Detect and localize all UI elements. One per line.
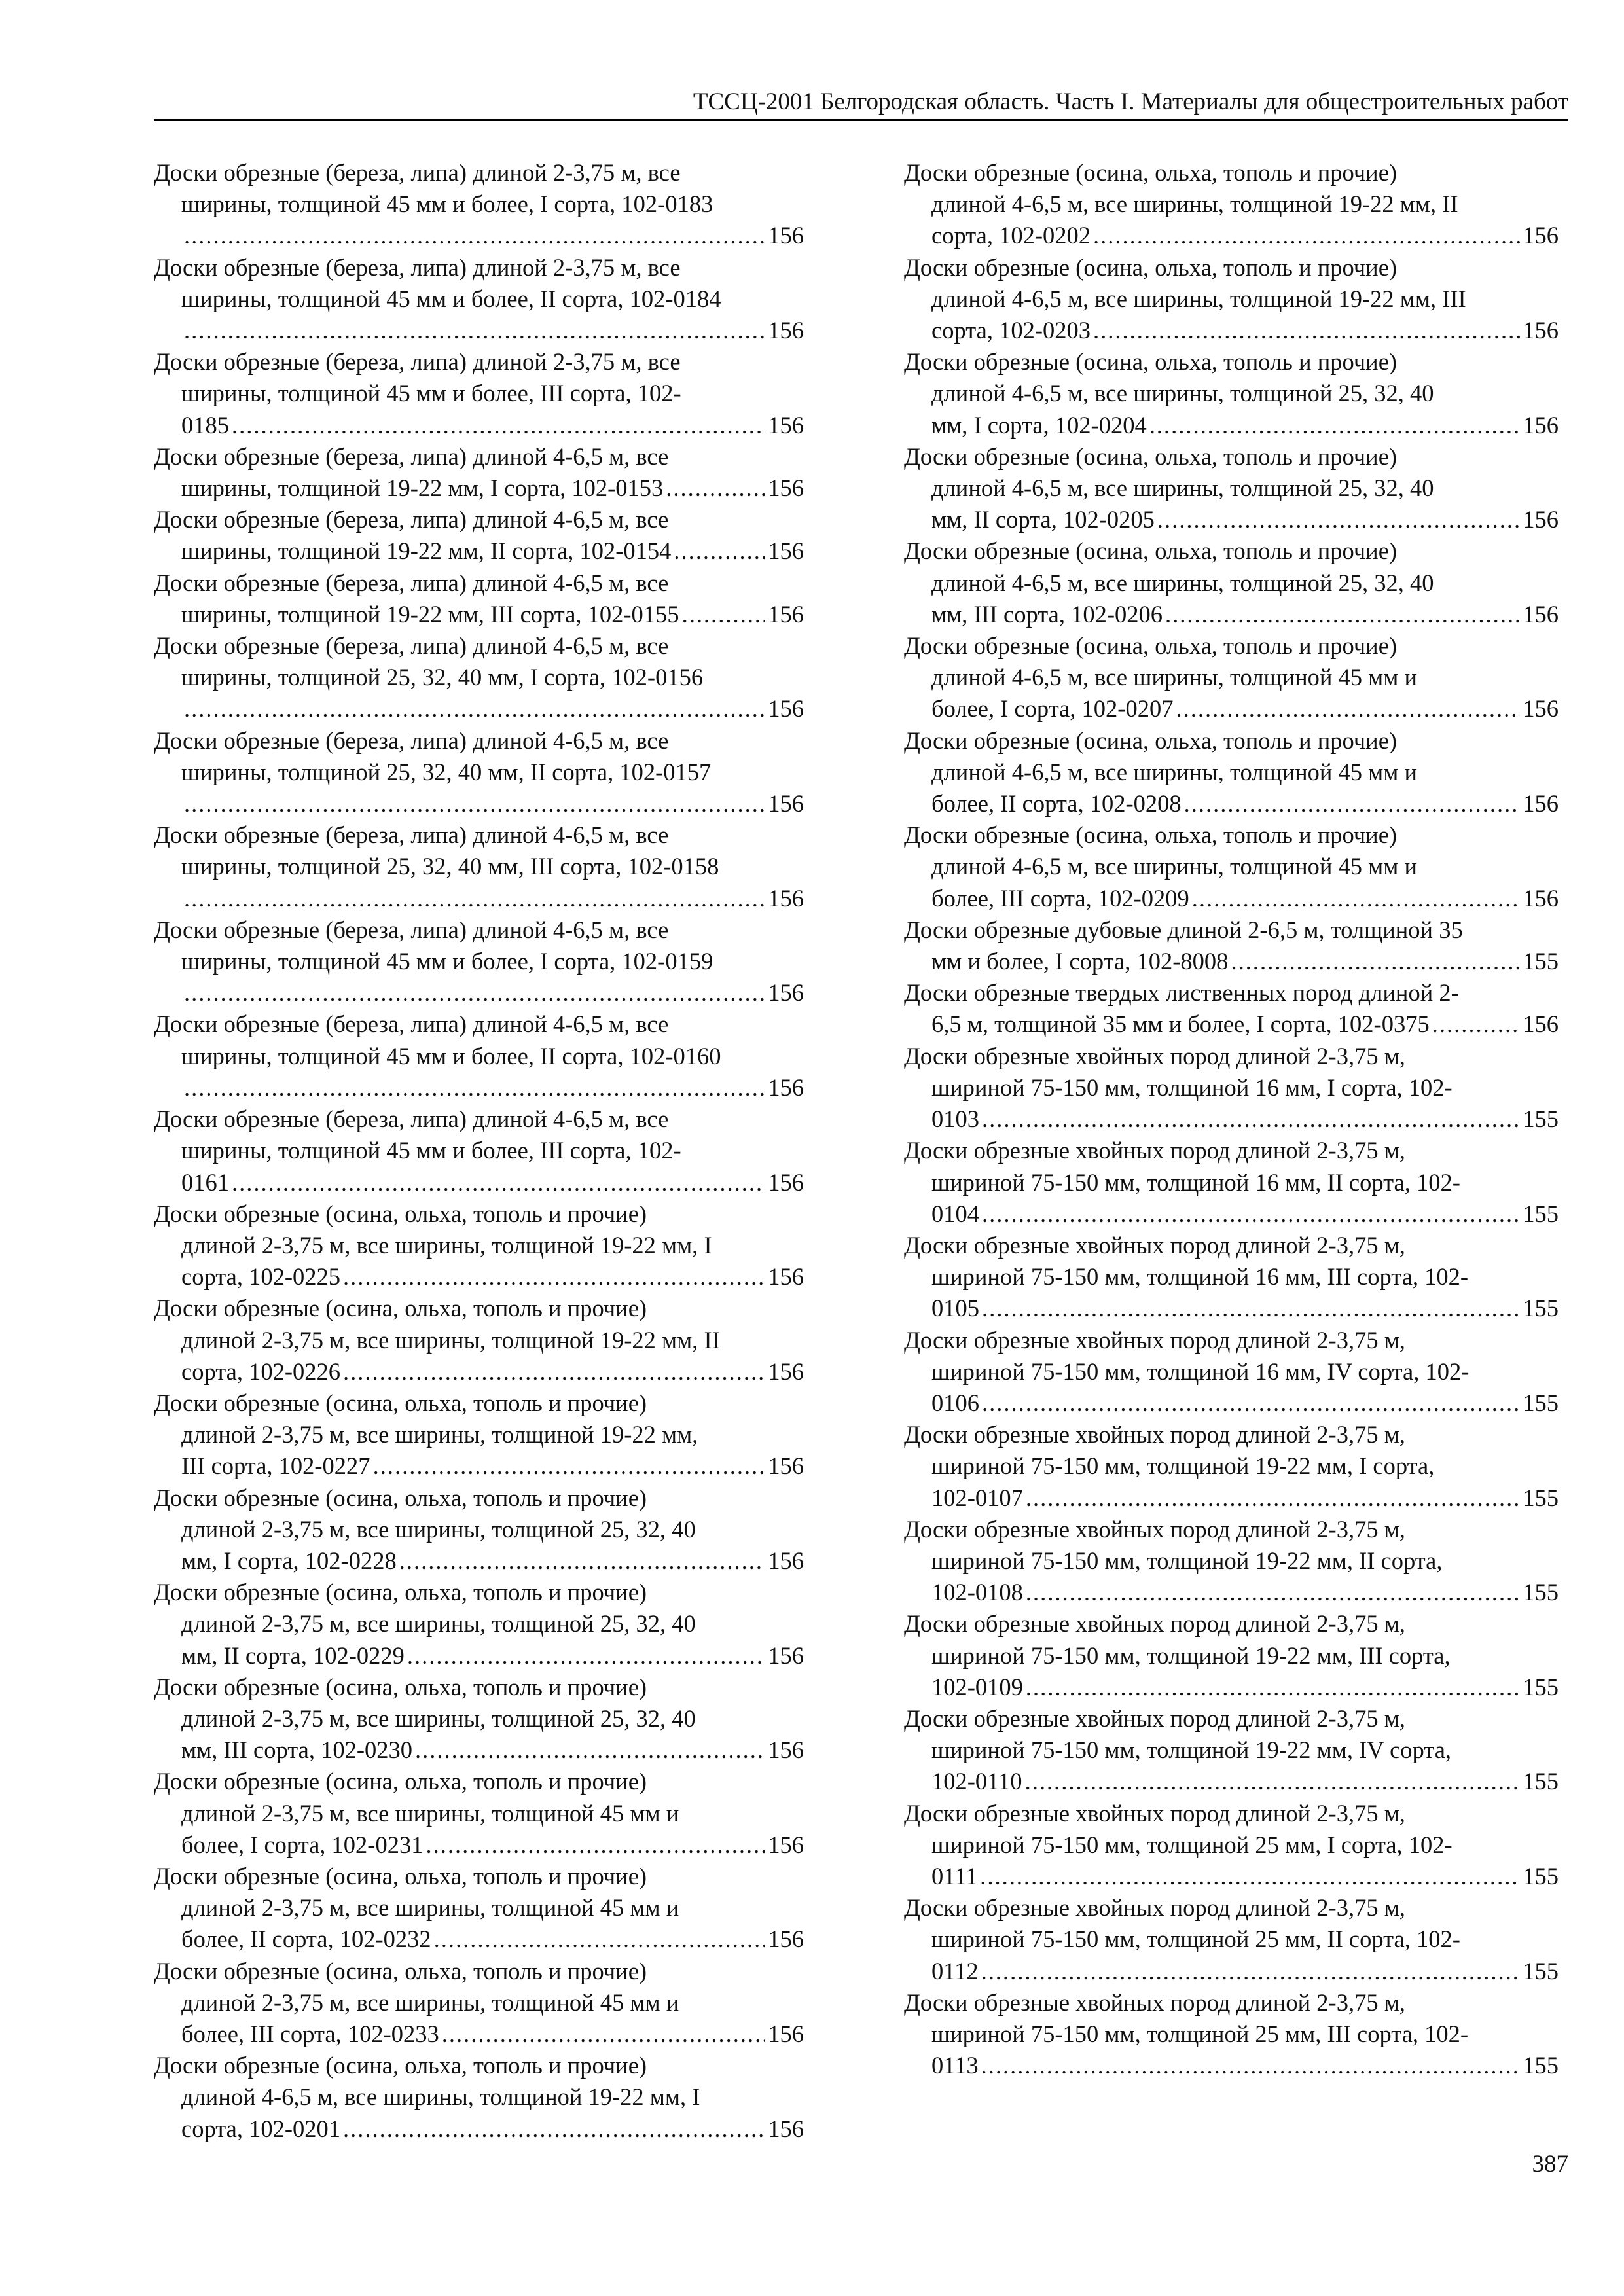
index-entry bbox=[904, 1703, 1559, 1798]
entry-text-line: Доски обрезные (осина, ольха, тополь и прочие) bbox=[154, 1957, 647, 1984]
entry-text-line: ширины, толщиной 45 мм и более, III сорта, 102- bbox=[181, 380, 681, 407]
dot-leader bbox=[982, 1388, 1520, 1419]
entry-text-line: Доски обрезные хвойных пород длиной 2-3,75 м, bbox=[904, 1894, 1405, 1922]
entry-text-line: длиной 4-6,5 м, все ширины, толщиной 45 мм и bbox=[931, 758, 1417, 785]
entry-page-ref: 155 bbox=[1523, 1105, 1559, 1133]
entry-text-line: шириной 75-150 мм, толщиной 16 мм, I сорта, 102- bbox=[931, 1073, 1453, 1101]
entry-text-line: длиной 4-6,5 м, все ширины, толщиной 19-22 мм, III bbox=[931, 285, 1466, 312]
index-entry bbox=[904, 914, 1559, 977]
dot-leader bbox=[1025, 1766, 1521, 1797]
dot-leader bbox=[982, 1198, 1520, 1230]
index-entry bbox=[154, 1482, 804, 1577]
dot-leader bbox=[1157, 504, 1520, 535]
entry-text-line: Доски обрезные хвойных пород длиной 2-3,75 м, bbox=[904, 1137, 1405, 1164]
entry-text-line: более, III сорта, 102-0233 bbox=[181, 2020, 439, 2047]
dot-leader bbox=[415, 1734, 765, 1766]
entry-text-line: Доски обрезные (осина, ольха, тополь и прочие) bbox=[904, 537, 1398, 565]
entry-text-line: ширины, толщиной 25, 32, 40 мм, III сорта, 102-0158 bbox=[181, 853, 719, 880]
index-entry bbox=[154, 441, 804, 504]
index-entry bbox=[904, 977, 1559, 1040]
entry-page-ref: 156 bbox=[768, 1073, 804, 1101]
entry-text-line: длиной 2-3,75 м, все ширины, толщиной 45 мм и bbox=[181, 1988, 679, 2016]
index-entry bbox=[904, 1325, 1559, 1420]
index-entry bbox=[904, 1041, 1559, 1136]
entry-text-line: ширины, толщиной 45 мм и более, II сорта, 102-0184 bbox=[181, 285, 721, 312]
entry-text-line: шириной 75-150 мм, толщиной 16 мм, II сорта, 102- bbox=[931, 1168, 1460, 1196]
entry-page-ref: 156 bbox=[768, 884, 804, 912]
entry-text-line: длиной 2-3,75 м, все ширины, толщиной 25, 32, 40 bbox=[181, 1610, 696, 1638]
entry-text-line: мм, II сорта, 102-0205 bbox=[931, 506, 1155, 533]
entry-text-line: Доски обрезные (осина, ольха, тополь и прочие) bbox=[904, 632, 1398, 660]
entry-page-ref: 155 bbox=[1523, 1484, 1559, 1511]
entry-text-line: 0111 bbox=[931, 1862, 978, 1890]
entry-text-line: более, II сорта, 102-0208 bbox=[931, 790, 1182, 817]
entry-text-line: сорта, 102-0203 bbox=[931, 317, 1091, 344]
entry-text-line: Доски обрезные (осина, ольха, тополь и прочие) bbox=[904, 821, 1398, 849]
index-entry bbox=[904, 1514, 1559, 1609]
entry-page-ref: 156 bbox=[768, 1168, 804, 1196]
entry-text-line: Доски обрезные (осина, ольха, тополь и прочие) bbox=[154, 1673, 647, 1700]
entry-text-line: Доски обрезные (осина, ольха, тополь и прочие) bbox=[154, 1862, 647, 1890]
entry-page-ref: 155 bbox=[1523, 1579, 1559, 1606]
dot-leader bbox=[1149, 410, 1521, 441]
entry-text-line: 0105 bbox=[931, 1295, 979, 1322]
index-entry bbox=[904, 630, 1559, 725]
index-entry bbox=[154, 725, 804, 820]
entry-text-line: 0161 bbox=[181, 1168, 229, 1196]
entry-text-line: мм, III сорта, 102-0206 bbox=[931, 600, 1163, 628]
index-entry bbox=[154, 1293, 804, 1388]
entry-page-ref: 156 bbox=[1523, 695, 1559, 723]
entry-text-line: ширины, толщиной 19-22 мм, I сорта, 102-0153 bbox=[181, 475, 664, 502]
entry-text-line: Доски обрезные (береза, липа) длиной 2-3,75 м, все bbox=[154, 159, 681, 186]
index-entry bbox=[154, 1009, 804, 1103]
index-entry bbox=[154, 819, 804, 914]
entry-text-line: Доски обрезные (осина, ольха, тополь и прочие) bbox=[904, 442, 1398, 470]
entry-text-line: длиной 2-3,75 м, все ширины, толщиной 19-22 мм, II bbox=[181, 1326, 720, 1354]
dot-leader bbox=[184, 883, 765, 914]
dot-leader bbox=[184, 788, 765, 819]
dot-leader bbox=[1026, 1482, 1520, 1514]
entry-text-line: Доски обрезные хвойных пород длиной 2-3,75 м, bbox=[904, 1326, 1405, 1354]
entry-text-line: ширины, толщиной 25, 32, 40 мм, II сорта, 102-0157 bbox=[181, 758, 712, 785]
entry-text-line: Доски обрезные дубовые длиной 2-6,5 м, толщиной 35 bbox=[904, 916, 1463, 943]
entry-text-line: Доски обрезные (осина, ольха, тополь и прочие) bbox=[904, 159, 1398, 186]
entry-text-line: ширины, толщиной 45 мм и более, I сорта, 102-0159 bbox=[181, 948, 713, 975]
entry-text-line: длиной 4-6,5 м, все ширины, толщиной 25, 32, 40 bbox=[931, 569, 1434, 596]
dot-leader bbox=[982, 1103, 1520, 1135]
entry-text-line: Доски обрезные (осина, ольха, тополь и прочие) bbox=[904, 253, 1398, 281]
index-entry bbox=[154, 630, 804, 725]
index-entry bbox=[904, 1419, 1559, 1514]
entry-text-line: Доски обрезные (осина, ольха, тополь и прочие) bbox=[154, 1579, 647, 1606]
index-entry bbox=[154, 914, 804, 1009]
index-entry bbox=[154, 1198, 804, 1293]
dot-leader bbox=[1026, 1672, 1520, 1703]
dot-leader bbox=[682, 599, 766, 630]
entry-text-line: длиной 2-3,75 м, все ширины, толщиной 25, 32, 40 bbox=[181, 1704, 696, 1732]
index-entry bbox=[904, 346, 1559, 441]
entry-text-line: Доски обрезные (осина, ольха, тополь и прочие) bbox=[904, 726, 1398, 754]
entry-text-line: мм, I сорта, 102-0204 bbox=[931, 411, 1147, 439]
entry-text-line: более, III сорта, 102-0209 bbox=[931, 884, 1189, 912]
entry-text-line: Доски обрезные (осина, ольха, тополь и прочие) bbox=[154, 1768, 647, 1795]
dot-leader bbox=[425, 1829, 765, 1861]
index-entry bbox=[154, 1577, 804, 1672]
entry-page-ref: 156 bbox=[768, 1641, 804, 1669]
entry-text-line: длиной 4-6,5 м, все ширины, толщиной 19-22 мм, II bbox=[931, 190, 1458, 218]
entry-text-line: 6,5 м, толщиной 35 мм и более, I сорта, 102-0375 bbox=[931, 1011, 1430, 1038]
entry-text-line: мм и более, I сорта, 102-8008 bbox=[931, 948, 1229, 975]
entry-text-line: шириной 75-150 мм, толщиной 19-22 мм, II сорта, bbox=[931, 1547, 1443, 1574]
dot-leader bbox=[184, 693, 765, 725]
entry-page-ref: 156 bbox=[768, 1831, 804, 1858]
entry-page-ref: 156 bbox=[768, 1452, 804, 1480]
entry-text-line: 0106 bbox=[931, 1389, 979, 1416]
dot-leader bbox=[434, 1924, 766, 1955]
index-entry bbox=[154, 1388, 804, 1482]
dot-leader bbox=[232, 1167, 765, 1198]
entry-page-ref: 156 bbox=[1523, 600, 1559, 628]
entry-text-line: Доски обрезные (береза, липа) длиной 4-6,5 м, все bbox=[154, 506, 669, 533]
entry-text-line: ширины, толщиной 45 мм и более, III сорта, 102- bbox=[181, 1137, 681, 1164]
entry-text-line: Доски обрезные твердых лиственных пород длиной 2- bbox=[904, 979, 1459, 1007]
entry-text-line: длиной 2-3,75 м, все ширины, толщиной 45 мм и bbox=[181, 1799, 679, 1827]
entry-text-line: длиной 4-6,5 м, все ширины, толщиной 45 мм и bbox=[931, 664, 1417, 691]
index-entry bbox=[904, 252, 1559, 347]
dot-leader bbox=[343, 1261, 765, 1293]
entry-page-ref: 156 bbox=[768, 1926, 804, 1953]
dot-leader bbox=[1184, 788, 1521, 819]
page-number: 387 bbox=[1532, 2151, 1568, 2178]
entry-text-line: Доски обрезные (береза, липа) длиной 4-6,5 м, все bbox=[154, 442, 669, 470]
header-title: ТССЦ-2001 Белгородская область. Часть I. Материалы для общестроительных работ bbox=[693, 88, 1568, 115]
entry-text-line: ширины, толщиной 45 мм и более, I сорта, 102-0183 bbox=[181, 190, 713, 218]
entry-page-ref: 156 bbox=[1523, 411, 1559, 439]
entry-page-ref: 155 bbox=[1523, 1295, 1559, 1322]
entry-page-ref: 156 bbox=[768, 537, 804, 565]
entry-page-ref: 155 bbox=[1523, 1200, 1559, 1227]
entry-text-line: шириной 75-150 мм, толщиной 25 мм, II сорта, 102- bbox=[931, 1926, 1460, 1953]
dot-leader bbox=[1176, 693, 1520, 725]
entry-page-ref: 156 bbox=[1523, 222, 1559, 249]
entry-text-line: более, II сорта, 102-0232 bbox=[181, 1926, 431, 1953]
entry-text-line: III сорта, 102-0227 bbox=[181, 1452, 370, 1480]
entry-text-line: 102-0109 bbox=[931, 1673, 1023, 1700]
entry-page-ref: 156 bbox=[1523, 884, 1559, 912]
entry-text-line: длиной 4-6,5 м, все ширины, толщиной 25, 32, 40 bbox=[931, 380, 1434, 407]
entry-page-ref: 156 bbox=[768, 600, 804, 628]
entry-page-ref: 156 bbox=[768, 695, 804, 723]
entry-page-ref: 155 bbox=[1523, 1389, 1559, 1416]
entry-page-ref: 156 bbox=[768, 222, 804, 249]
entry-text-line: шириной 75-150 мм, толщиной 25 мм, I сорта, 102- bbox=[931, 1831, 1453, 1858]
entry-text-line: 102-0110 bbox=[931, 1768, 1022, 1795]
dot-leader bbox=[1093, 315, 1520, 346]
entry-text-line: мм, III сорта, 102-0230 bbox=[181, 1736, 413, 1764]
dot-leader bbox=[373, 1450, 766, 1482]
entry-text-line: Доски обрезные хвойных пород длиной 2-3,75 м, bbox=[904, 1988, 1405, 2016]
entry-page-ref: 156 bbox=[1523, 790, 1559, 817]
entry-text-line: 0185 bbox=[181, 411, 229, 439]
index-entry bbox=[154, 1956, 804, 2051]
index-entry bbox=[904, 819, 1559, 914]
dot-leader bbox=[343, 2113, 765, 2145]
entry-page-ref: 155 bbox=[1523, 948, 1559, 975]
entry-page-ref: 156 bbox=[1523, 1011, 1559, 1038]
index-entry bbox=[154, 1766, 804, 1861]
entry-page-ref: 156 bbox=[768, 1357, 804, 1385]
dot-leader bbox=[674, 535, 765, 567]
index-column-left bbox=[154, 157, 804, 2145]
dot-leader bbox=[1165, 599, 1520, 630]
dot-leader bbox=[442, 2018, 765, 2050]
dot-leader bbox=[343, 1356, 765, 1388]
entry-text-line: 0104 bbox=[931, 1200, 979, 1227]
entry-text-line: Доски обрезные (осина, ольха, тополь и прочие) bbox=[154, 1484, 647, 1511]
entry-page-ref: 156 bbox=[768, 411, 804, 439]
entry-text-line: Доски обрезные (осина, ольха, тополь и прочие) bbox=[154, 1295, 647, 1322]
index-entry bbox=[904, 1987, 1559, 2082]
dot-leader bbox=[980, 1861, 1520, 1892]
entry-text-line: Доски обрезные хвойных пород длиной 2-3,75 м, bbox=[904, 1610, 1405, 1638]
dot-leader bbox=[982, 1293, 1520, 1324]
index-column-right bbox=[904, 157, 1559, 2081]
dot-leader bbox=[666, 473, 765, 504]
index-entry bbox=[154, 1861, 804, 1956]
entry-text-line: 0113 bbox=[931, 2052, 979, 2079]
dot-leader bbox=[1093, 220, 1520, 251]
index-entry bbox=[904, 1892, 1559, 1987]
entry-text-line: шириной 75-150 мм, толщиной 19-22 мм, III сорта, bbox=[931, 1641, 1451, 1669]
index-entry bbox=[154, 2050, 804, 2145]
dot-leader bbox=[399, 1545, 766, 1577]
entry-text-line: Доски обрезные (береза, липа) длиной 4-6,5 м, все bbox=[154, 1011, 669, 1038]
entry-page-ref: 156 bbox=[768, 979, 804, 1007]
entry-text-line: Доски обрезные (береза, липа) длиной 2-3,75 м, все bbox=[154, 253, 681, 281]
entry-text-line: длиной 4-6,5 м, все ширины, толщиной 19-22 мм, I bbox=[181, 2083, 700, 2111]
entry-text-line: ширины, толщиной 19-22 мм, III сорта, 102-0155 bbox=[181, 600, 679, 628]
entry-text-line: Доски обрезные хвойных пород длиной 2-3,75 м, bbox=[904, 1042, 1405, 1069]
entry-page-ref: 155 bbox=[1523, 2052, 1559, 2079]
entry-page-ref: 156 bbox=[1523, 506, 1559, 533]
entry-page-ref: 155 bbox=[1523, 1862, 1559, 1890]
dot-leader bbox=[1432, 1009, 1521, 1040]
dot-leader bbox=[184, 977, 765, 1009]
entry-text-line: сорта, 102-0225 bbox=[181, 1263, 340, 1291]
entry-text-line: длиной 2-3,75 м, все ширины, толщиной 19-22 мм, bbox=[181, 1421, 698, 1448]
entry-page-ref: 155 bbox=[1523, 1768, 1559, 1795]
entry-text-line: сорта, 102-0226 bbox=[181, 1357, 340, 1385]
dot-leader bbox=[184, 1072, 765, 1103]
entry-page-ref: 156 bbox=[768, 475, 804, 502]
entry-page-ref: 156 bbox=[768, 317, 804, 344]
entry-page-ref: 156 bbox=[768, 1547, 804, 1574]
running-header bbox=[154, 80, 1568, 121]
index-entry bbox=[154, 157, 804, 252]
entry-text-line: Доски обрезные (осина, ольха, тополь и прочие) bbox=[904, 348, 1398, 376]
entry-text-line: ширины, толщиной 45 мм и более, II сорта, 102-0160 bbox=[181, 1042, 721, 1069]
entry-text-line: 102-0107 bbox=[931, 1484, 1023, 1511]
entry-text-line: 0112 bbox=[931, 1957, 979, 1984]
entry-text-line: шириной 75-150 мм, толщиной 16 мм, IV сорта, 102- bbox=[931, 1357, 1470, 1385]
entry-text-line: Доски обрезные (береза, липа) длиной 4-6,5 м, все bbox=[154, 916, 669, 943]
index-entry bbox=[904, 1135, 1559, 1230]
entry-text-line: ширины, толщиной 19-22 мм, II сорта, 102-0154 bbox=[181, 537, 672, 565]
entry-page-ref: 156 bbox=[1523, 317, 1559, 344]
dot-leader bbox=[407, 1640, 765, 1672]
entry-page-ref: 155 bbox=[1523, 1957, 1559, 1984]
entry-text-line: мм, II сорта, 102-0229 bbox=[181, 1641, 405, 1669]
entry-text-line: ширины, толщиной 25, 32, 40 мм, I сорта, 102-0156 bbox=[181, 664, 704, 691]
dot-leader bbox=[981, 2050, 1521, 2081]
entry-text-line: длиной 2-3,75 м, все ширины, толщиной 25, 32, 40 bbox=[181, 1515, 696, 1543]
index-entry bbox=[154, 567, 804, 630]
entry-text-line: Доски обрезные (береза, липа) длиной 4-6,5 м, все bbox=[154, 569, 669, 596]
entry-page-ref: 156 bbox=[768, 2115, 804, 2142]
dot-leader bbox=[184, 315, 765, 346]
entry-text-line: Доски обрезные (осина, ольха, тополь и прочие) bbox=[154, 1389, 647, 1416]
entry-text-line: длиной 2-3,75 м, все ширины, толщиной 19-22 мм, I bbox=[181, 1231, 712, 1259]
entry-text-line: более, I сорта, 102-0231 bbox=[181, 1831, 424, 1858]
entry-page-ref: 156 bbox=[768, 1263, 804, 1291]
entry-text-line: шириной 75-150 мм, толщиной 19-22 мм, I сорта, bbox=[931, 1452, 1435, 1480]
entry-text-line: шириной 75-150 мм, толщиной 16 мм, III сорта, 102- bbox=[931, 1263, 1469, 1291]
entry-page-ref: 156 bbox=[768, 790, 804, 817]
index-entry bbox=[904, 157, 1559, 252]
entry-page-ref: 156 bbox=[768, 2020, 804, 2047]
index-entry bbox=[904, 535, 1559, 630]
entry-text-line: Доски обрезные (осина, ольха, тополь и прочие) bbox=[154, 1200, 647, 1227]
entry-text-line: шириной 75-150 мм, толщиной 25 мм, III сорта, 102- bbox=[931, 2020, 1469, 2047]
entry-text-line: Доски обрезные (береза, липа) длиной 4-6,5 м, все bbox=[154, 821, 669, 849]
entry-text-line: сорта, 102-0201 bbox=[181, 2115, 340, 2142]
entry-text-line: 0103 bbox=[931, 1105, 979, 1133]
index-entry bbox=[904, 1798, 1559, 1893]
entry-text-line: длиной 4-6,5 м, все ширины, толщиной 25, 32, 40 bbox=[931, 475, 1434, 502]
index-entry bbox=[904, 441, 1559, 536]
entry-text-line: более, I сорта, 102-0207 bbox=[931, 695, 1174, 723]
dot-leader bbox=[232, 410, 765, 441]
index-entry bbox=[154, 346, 804, 441]
index-entry bbox=[154, 252, 804, 347]
entry-text-line: Доски обрезные хвойных пород длиной 2-3,75 м, bbox=[904, 1231, 1405, 1259]
entry-page-ref: 155 bbox=[1523, 1673, 1559, 1700]
entry-text-line: Доски обрезные (береза, липа) длиной 4-6,5 м, все bbox=[154, 1105, 669, 1133]
dot-leader bbox=[1026, 1577, 1520, 1608]
entry-text-line: Доски обрезные (береза, липа) длиной 4-6,5 м, все bbox=[154, 632, 669, 660]
dot-leader bbox=[1192, 883, 1520, 914]
entry-text-line: Доски обрезные хвойных пород длиной 2-3,75 м, bbox=[904, 1515, 1405, 1543]
dot-leader bbox=[981, 1956, 1521, 1987]
entry-text-line: Доски обрезные (береза, липа) длиной 2-3,75 м, все bbox=[154, 348, 681, 376]
entry-text-line: 102-0108 bbox=[931, 1579, 1023, 1606]
entry-page-ref: 156 bbox=[768, 1736, 804, 1764]
index-entry bbox=[154, 1103, 804, 1198]
entry-text-line: Доски обрезные хвойных пород длиной 2-3,75 м, bbox=[904, 1704, 1405, 1732]
entry-text-line: шириной 75-150 мм, толщиной 19-22 мм, IV сорта, bbox=[931, 1736, 1452, 1764]
dot-leader bbox=[1231, 946, 1520, 977]
entry-text-line: длиной 4-6,5 м, все ширины, толщиной 45 мм и bbox=[931, 853, 1417, 880]
index-entry bbox=[154, 504, 804, 567]
entry-text-line: длиной 2-3,75 м, все ширины, толщиной 45 мм и bbox=[181, 1894, 679, 1922]
entry-text-line: Доски обрезные хвойных пород длиной 2-3,75 м, bbox=[904, 1421, 1405, 1448]
entry-text-line: сорта, 102-0202 bbox=[931, 222, 1091, 249]
dot-leader bbox=[184, 220, 765, 251]
index-entry bbox=[904, 1608, 1559, 1703]
entry-text-line: мм, I сорта, 102-0228 bbox=[181, 1547, 397, 1574]
entry-text-line: Доски обрезные хвойных пород длиной 2-3,75 м, bbox=[904, 1799, 1405, 1827]
entry-text-line: Доски обрезные (осина, ольха, тополь и прочие) bbox=[154, 2052, 647, 2079]
index-entry bbox=[904, 725, 1559, 820]
index-entry bbox=[904, 1230, 1559, 1325]
entry-text-line: Доски обрезные (береза, липа) длиной 4-6,5 м, все bbox=[154, 726, 669, 754]
index-entry bbox=[154, 1672, 804, 1767]
